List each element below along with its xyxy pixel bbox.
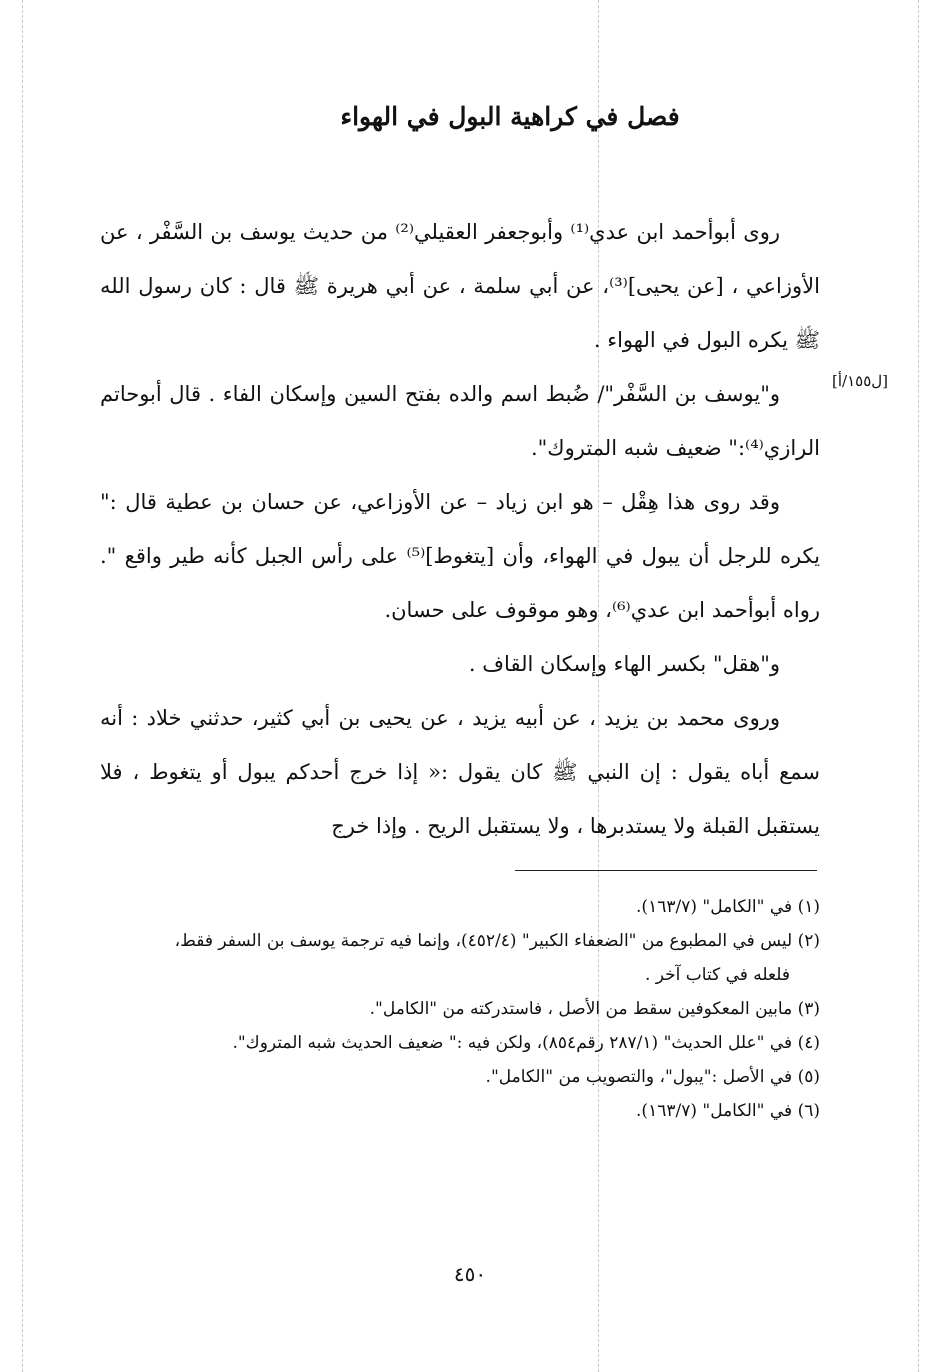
paragraph-4: و"هقل" بكسر الهاء وإسكان القاف .: [468, 652, 780, 676]
paragraph-3: وقد روى هذا هِقْل – هو ابن زياد – عن الأوزاعي، عن حسان بن عطية قال :" يكره للرجل أن يبول في الهواء، وأن [يتغوط]⁽⁵⁾ على رأس الجبل كأنه طير واقع ". رواه أبوأحمد ابن عدي⁽⁶⁾، وهو موقوف على حسان.: [100, 490, 820, 622]
paragraph-2: و"يوسف بن السَّفْر"/ ضُبط اسم والده بفتح السين وإسكان الفاء . قال أبوحاتم الرازي⁽⁴⁾:" ضعيف شبه المتروك".: [100, 382, 820, 460]
footnote-separator: [515, 870, 817, 871]
scan-guide-line-left: [22, 0, 23, 1372]
manuscript-folio-marker: [ل١٥٥/أ]: [832, 372, 889, 390]
paragraph-1: روى أبوأحمد ابن عدي⁽¹⁾ وأبوجعفر العقيلي⁽²⁾ من حديث يوسف بن السَّفْر ، عن الأوزاعي ، [عن يحيى]⁽³⁾، عن أبي سلمة ، عن أبي هريرة ﷺ قال : كان رسول الله ﷺ يكره البول في الهواء .: [100, 220, 820, 352]
main-text: [100, 205, 820, 853]
page-number: ٤٥٠: [453, 1262, 487, 1286]
paragraph-5: وروى محمد بن يزيد ، عن أبيه يزيد ، عن يحيى بن أبي كثير، حدثني خلاد : أنه سمع أباه يقول : إن النبي ﷺ كان يقول :« إذا خرج أحدكم يبول أو يتغوط ، فلا يستقبل القبلة ولا يستدبرها ، ولا يستقبل الريح . وإذا خرج: [100, 706, 820, 838]
footnotes: [100, 890, 820, 1128]
footnote-3: (٣) مابين المعكوفين سقط من الأصل ، فاستدركته من "الكامل".: [369, 999, 820, 1019]
footnote-4: (٤) في "علل الحديث" (٢٨٧/١ رقم٨٥٤)، ولكن فيه :" ضعيف الحديث شبه المتروك".: [232, 1033, 820, 1053]
footnote-2-continuation: فلعله في كتاب آخر .: [644, 965, 790, 985]
footnote-6: (٦) في "الكامل" (١٦٣/٧).: [636, 1101, 820, 1121]
footnote-1: (١) في "الكامل" (١٦٣/٧).: [636, 897, 820, 917]
footnote-5: (٥) في الأصل :"يبول"، والتصويب من "الكامل".: [485, 1067, 820, 1087]
section-heading: فصل في كراهية البول في الهواء: [340, 102, 680, 131]
footnote-2: (٢) ليس في المطبوع من "الضعفاء الكبير" (٤٥٢/٤)، وإنما فيه ترجمة يوسف بن السفر فقط،: [174, 931, 820, 951]
scan-guide-line-right: [918, 0, 919, 1372]
